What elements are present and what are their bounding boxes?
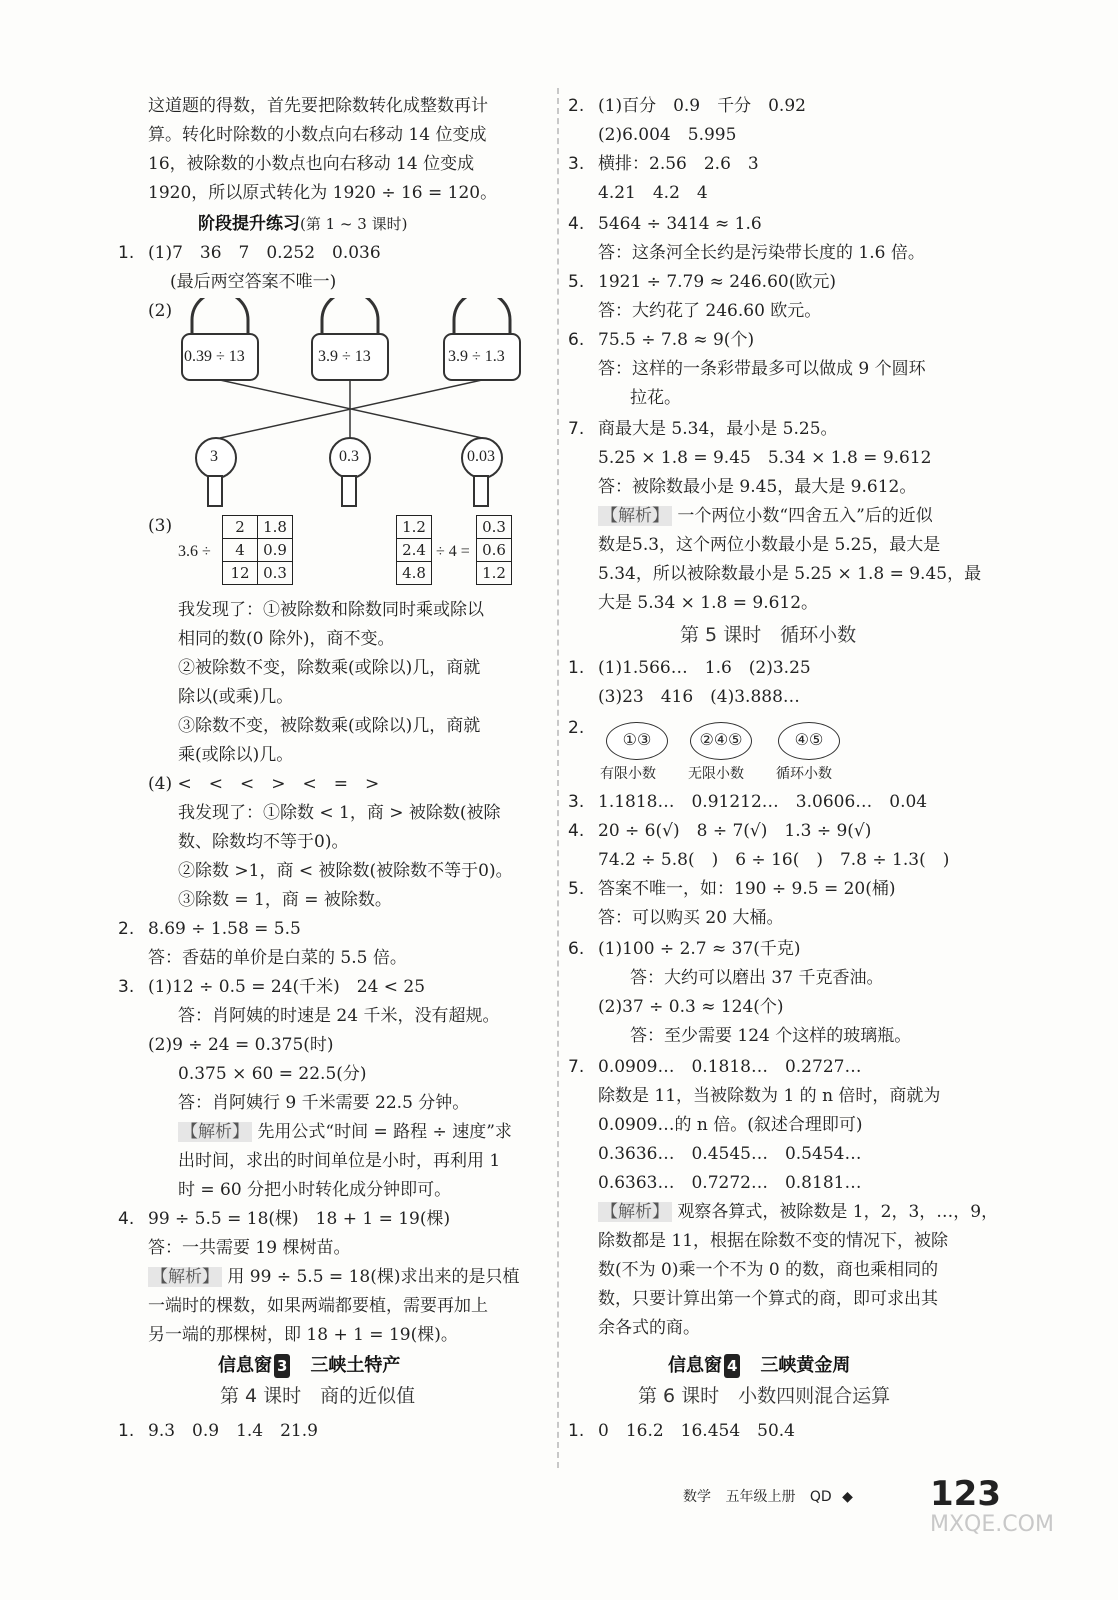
question-number: 5. [568, 272, 585, 292]
answer-line: (1)12 ÷ 0.5 = 24(千米) 24 < 25 [148, 977, 426, 997]
answer-line: 0.0909…的 n 倍。(叙述合理即可) [598, 1115, 863, 1135]
answer-line: 0 16.2 16.454 50.4 [598, 1421, 796, 1441]
question-number: 3. [568, 792, 585, 812]
answer-line: 5.25 × 1.8 = 9.45 5.34 × 1.8 = 9.612 [598, 448, 932, 468]
answer-line: (1)百分 0.9 千分 0.92 [598, 96, 806, 116]
question-number: 2. [568, 718, 585, 738]
lock-key-diagram [170, 298, 550, 513]
footer-edition: QD [809, 1489, 832, 1505]
question-number: 1. [118, 243, 135, 263]
answer-line: 75.5 ÷ 7.8 ≈ 9(个) [598, 330, 755, 350]
answer-line: 99 ÷ 5.5 = 18(棵) 18 + 1 = 19(棵) [148, 1209, 451, 1229]
finding-line: ②被除数不变，除数乘(或除以)几，商就 [178, 658, 481, 678]
quotient-table-2: 1.2 2.4 4.8 [396, 515, 432, 585]
question-number: 6. [568, 330, 585, 350]
answer-line: 20 ÷ 6(√) 8 ÷ 7(√) 1.3 ÷ 9(√) [598, 821, 872, 841]
finding-line: 除以(或乘)几。 [178, 687, 294, 707]
analysis-line: 数，只要计算出第一个算式的商，即可求出其 [598, 1289, 938, 1309]
question-number: 7. [568, 419, 585, 439]
answer-line: 4.21 4.2 4 [598, 183, 708, 203]
answer-line: 1921 ÷ 7.79 ≈ 246.60(欧元) [598, 272, 836, 292]
answer-line: 答：肖阿姨行 9 千米需要 22.5 分钟。 [178, 1093, 470, 1113]
lesson-title: 第 6 课时 小数四则混合运算 [638, 1385, 891, 1407]
analysis-line: 另一端的那棵树，即 18 + 1 = 19(棵)。 [148, 1325, 458, 1345]
question-number: 3. [568, 154, 585, 174]
question-number: 4. [568, 821, 585, 841]
answer-line: 答：可以购买 20 大桶。 [598, 908, 784, 928]
answer-line: 0.6363… 0.7272… 0.8181… [598, 1173, 862, 1193]
page-footer [683, 1486, 853, 1506]
answer-line: 答：大约花了 246.60 欧元。 [598, 301, 822, 321]
footer-grade: 五年级上册 [725, 1489, 796, 1505]
answer-line: 8.69 ÷ 1.58 = 5.5 [148, 919, 301, 939]
lock-label: 0.39 ÷ 13 [184, 348, 245, 365]
info-window-heading: 信息窗 3 三峡土特产 [218, 1355, 401, 1376]
footer-subject: 数学 [683, 1489, 711, 1505]
answer-line: 答：肖阿姨的时速是 24 千米，没有超规。 [178, 1006, 500, 1026]
answer-line: 答：被除数最小是 9.45，最大是 9.612。 [598, 477, 917, 497]
quotient-table-1: 2 1.8 4 0.9 12 0.3 [222, 515, 293, 585]
intro-line: 这道题的得数，首先要把除数转化成整数再计 [148, 96, 488, 116]
question-number: 1. [118, 1421, 135, 1441]
ellipse-label: 无限小数 [688, 766, 744, 782]
question-number: 1. [568, 658, 585, 678]
answer-line: 答：这样的一条彩带最多可以做成 9 个圆环 [598, 359, 926, 379]
key-label: 0.03 [467, 448, 495, 465]
analysis-line: 【解析】 观察各算式，被除数是 1，2，3，…，9， [598, 1200, 998, 1224]
info-window-heading: 信息窗 4 三峡黄金周 [668, 1355, 851, 1376]
analysis-line: 【解析】 先用公式“时间 = 路程 ÷ 速度”求 [178, 1120, 512, 1144]
question-number: 2. [118, 919, 135, 939]
finding-line: 我发现了：①被除数和除数同时乘或除以 [178, 600, 484, 620]
ellipse-infinite: ②④⑤ [690, 722, 752, 760]
answer-line: 5464 ÷ 3414 ≈ 1.6 [598, 214, 762, 234]
finding-line: ②除数 >1，商 < 被除数(被除数不等于0)。 [178, 861, 513, 881]
question-number: 5. [568, 879, 585, 899]
analysis-line: 一端时的棵数，如果两端都要植，需要再加上 [148, 1296, 488, 1316]
key-label: 3 [210, 448, 218, 465]
analysis-line: 余各式的商。 [598, 1318, 700, 1338]
answer-line: (1)1.566… 1.6 (2)3.25 [598, 658, 811, 678]
answer-line: 除数是 11，当被除数为 1 的 n 倍时，商就为 [598, 1086, 941, 1106]
answer-line: 横排：2.56 2.6 3 [598, 154, 759, 174]
answer-line: 商最大是 5.34，最小是 5.25。 [598, 419, 838, 439]
answer-line: 74.2 ÷ 5.8( ) 6 ÷ 16( ) 7.8 ÷ 1.3( ) [598, 850, 950, 870]
page-number: 123 [930, 1474, 1001, 1514]
finding-line: 乘(或除以)几。 [178, 745, 294, 765]
analysis-line: 数是5.3，这个两位小数最小是 5.25，最大是 [598, 535, 941, 555]
answer-line: 答：香菇的单价是白菜的 5.5 倍。 [148, 948, 407, 968]
finding-line: ③除数 = 1，商 = 被除数。 [178, 890, 392, 910]
analysis-line: 【解析】 一个两位小数“四舍五入”后的近似 [598, 504, 933, 528]
finding-line: 数、除数均不等于0)。 [178, 832, 349, 852]
ellipse-label: 有限小数 [600, 766, 656, 782]
answer-line: (4) < < < > < = > [148, 774, 380, 794]
analysis-line: 出时间，求出的时间单位是小时，再利用 1 [178, 1151, 501, 1171]
lock-label: 3.9 ÷ 1.3 [448, 348, 505, 365]
answer-line: 答案不唯一，如：190 ÷ 9.5 = 20(桶) [598, 879, 896, 899]
question-number: 1. [568, 1421, 585, 1441]
answer-line: (2)9 ÷ 24 = 0.375(时) [148, 1035, 334, 1055]
question-number: 4. [118, 1209, 135, 1229]
column-divider [557, 88, 559, 1468]
lock-2 [312, 298, 388, 380]
analysis-line: 【解析】 用 99 ÷ 5.5 = 18(棵)求出来的是只植 [148, 1265, 519, 1289]
table-operator: ÷ 4 = [436, 543, 470, 560]
lesson-title: 第 4 课时 商的近似值 [220, 1385, 416, 1407]
analysis-line: 数(不为 0)乘一个不为 0 的数，商也乘相同的 [598, 1260, 939, 1280]
intro-line: 算。转化时除数的小数点向右移动 14 位变成 [148, 125, 487, 145]
watermark: MXQE.COM [930, 1512, 1054, 1537]
answer-line: 答：大约可以磨出 37 千克香油。 [630, 968, 884, 988]
finding-line: 相同的数(0 除外)，商不变。 [178, 629, 395, 649]
intro-line: 16，被除数的小数点也向右移动 14 位变成 [148, 154, 475, 174]
answer-note: (最后两空答案不唯一) [170, 272, 337, 292]
answer-line: 0.375 × 60 = 22.5(分) [178, 1064, 367, 1084]
intro-line: 1920，所以原式转化为 1920 ÷ 16 = 120。 [148, 183, 498, 203]
question-number: 6. [568, 939, 585, 959]
quotient-table-3: 0.3 0.6 1.2 [476, 515, 512, 585]
answer-line: (2)37 ÷ 0.3 ≈ 124(个) [598, 997, 784, 1017]
lock-3 [444, 298, 520, 380]
ellipse-repeating: ④⑤ [778, 722, 840, 760]
table-prefix: 3.6 ÷ [178, 543, 211, 560]
question-number: 3. [118, 977, 135, 997]
lesson-title: 第 5 课时 循环小数 [680, 624, 857, 646]
question-number: 4. [568, 214, 585, 234]
finding-line: 我发现了：①除数 < 1，商 > 被除数(被除 [178, 803, 501, 823]
question-number: 7. [568, 1057, 585, 1077]
analysis-line: 大是 5.34 × 1.8 = 9.612。 [598, 593, 819, 613]
section-title: 阶段提升练习(第 1 ~ 3 课时) [198, 214, 408, 234]
answer-line: 答：这条河全长约是污染带长度的 1.6 倍。 [598, 243, 925, 263]
finding-line: ③除数不变，被除数乘(或除以)几，商就 [178, 716, 481, 736]
answer-line: (3)23 416 (4)3.888… [598, 687, 800, 707]
analysis-line: 时 = 60 分把小时转化成分钟即可。 [178, 1180, 452, 1200]
lock-label: 3.9 ÷ 13 [318, 348, 371, 365]
sub-label: (2) [148, 301, 173, 321]
ellipse-finite: ①③ [606, 722, 668, 760]
analysis-line: 5.34，所以被除数最小是 5.25 × 1.8 = 9.45，最 [598, 564, 982, 584]
diamond-icon: ◆ [842, 1489, 853, 1505]
ellipse-label: 循环小数 [776, 766, 832, 782]
answer-line: 拉花。 [630, 388, 681, 408]
answer-line: 0.3636… 0.4545… 0.5454… [598, 1144, 862, 1164]
answer-line: (2)6.004 5.995 [598, 125, 737, 145]
answer-line: 1.1818… 0.91212… 3.0606… 0.04 [598, 792, 928, 812]
sub-label: (3) [148, 516, 173, 536]
answer-line: (1)100 ÷ 2.7 ≈ 37(千克) [598, 939, 801, 959]
lock-1 [182, 298, 258, 380]
answer-line: 0.0909… 0.1818… 0.2727… [598, 1057, 862, 1077]
answer-line: (1)7 36 7 0.252 0.036 [148, 243, 381, 263]
answer-line: 答：一共需要 19 棵树苗。 [148, 1238, 351, 1258]
answer-line: 9.3 0.9 1.4 21.9 [148, 1421, 318, 1441]
question-number: 2. [568, 96, 585, 116]
answer-line: 答：至少需要 124 个这样的玻璃瓶。 [630, 1026, 912, 1046]
key-label: 0.3 [339, 448, 359, 465]
analysis-line: 除数都是 11，根据在除数不变的情况下，被除 [598, 1231, 949, 1251]
